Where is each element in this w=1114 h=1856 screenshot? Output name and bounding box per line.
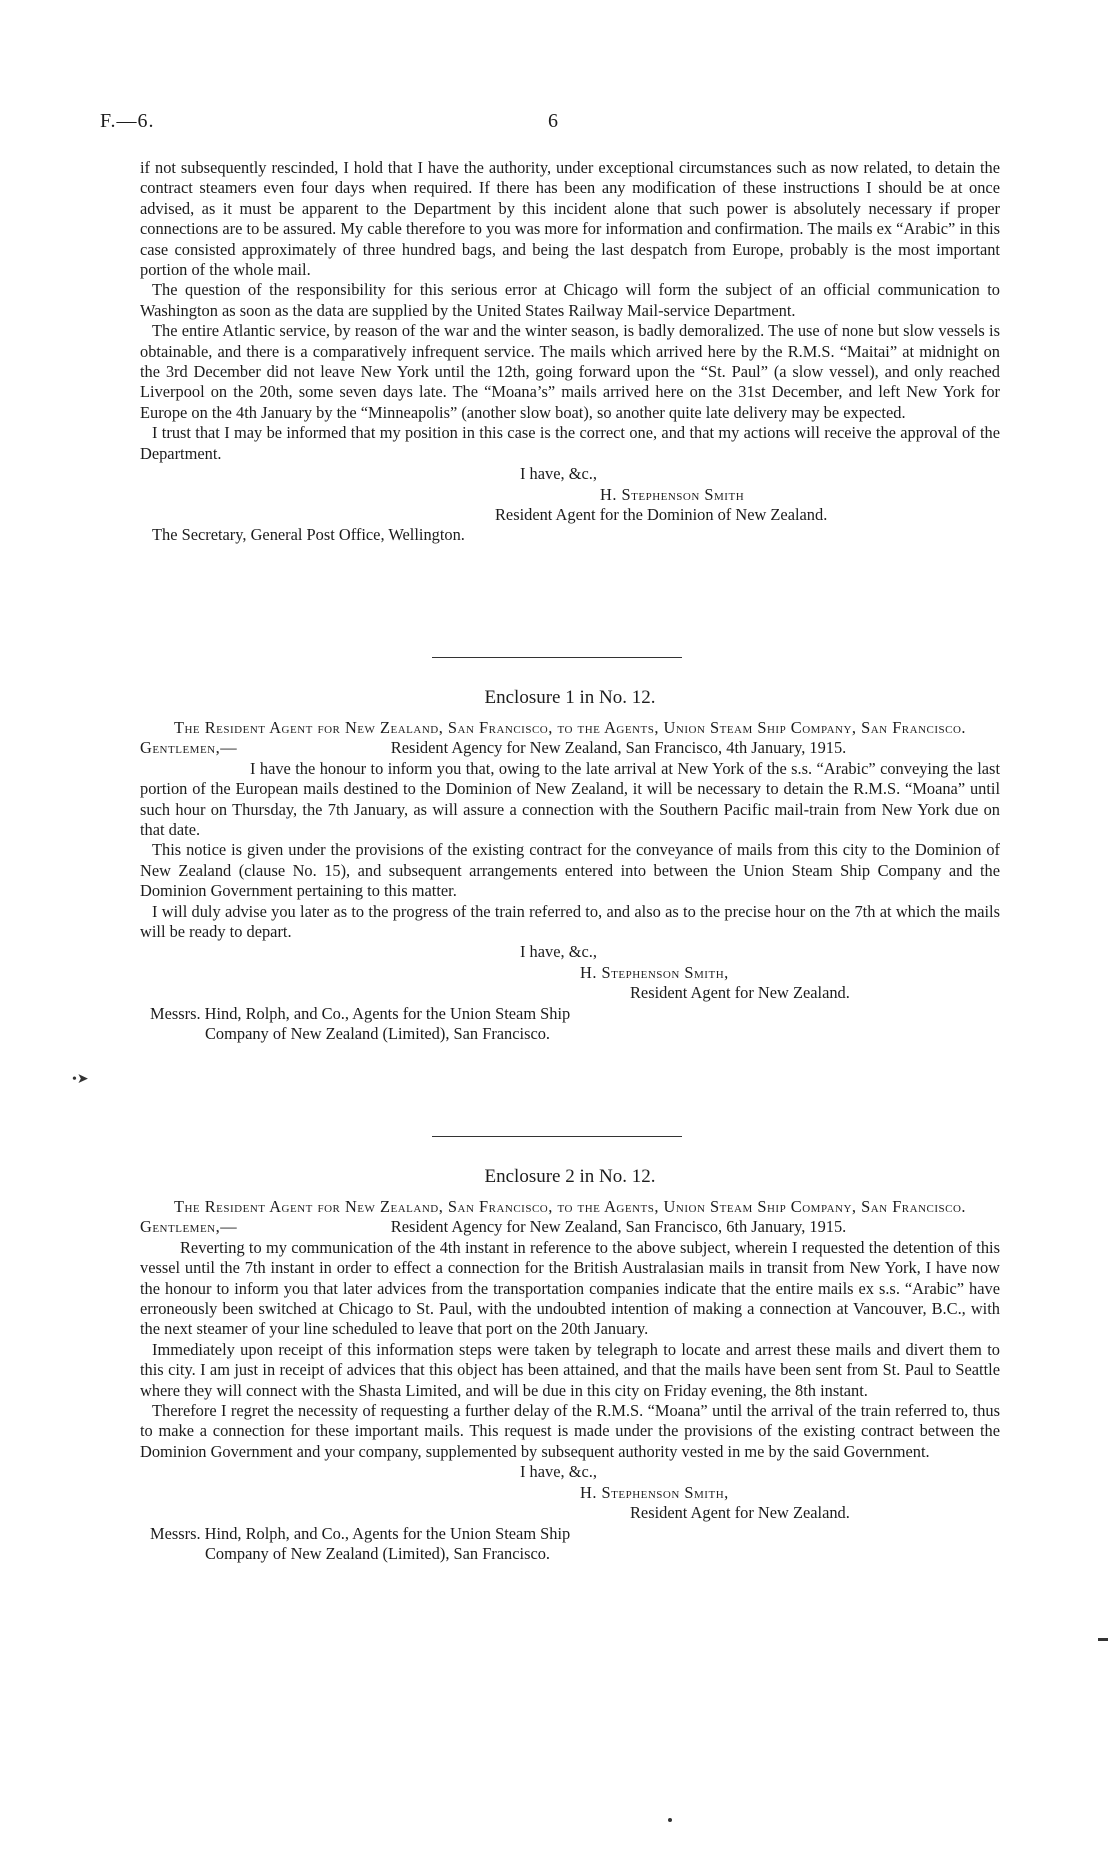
letter-paragraph-4: I trust that I may be informed that my position in this case is the correct one, and that my actions will receive the approval of the Department. [140,423,1000,463]
enclosure-1-signer-title: Resident Agent for New Zealand. [630,983,850,1003]
enclosure-2 [140,1165,1000,1564]
enclosure-2-header: The Resident Agent for New Zealand, San Francisco, to the Agents, Union Steam Ship Company, San Francisco. [173,1197,967,1216]
enclosure-1-signer: H. Stephenson Smith, [580,962,729,982]
enclosure-1-salutation: Gentlemen,— [140,738,238,758]
enclosure-1-paragraph-2: This notice is given under the provisions of the existing contract for the conveyance of mails from this city to the Dominion of New Zealand (clause No. 15), and subsequent arrangements entered into between the Union Steam Ship Company and the Dominion Government pertaining to this matter. [140,840,1000,901]
enclosure-1-title: Enclosure 1 in No. 12. [484,687,656,708]
enclosure-2-addressee-line-1: Messrs. Hind, Rolph, and Co., Agents for the Union Steam Ship [150,1523,571,1543]
enclosure-2-title: Enclosure 2 in No. 12. [484,1166,656,1187]
enclosure-2-paragraph-1: Reverting to my communication of the 4th instant in reference to the above subject, wherein I requested the detention of this vessel until the 7th instant in order to effect a connection for the British Australasian mails in transit from New York, I have now the honour to inform you that later advices from the transportation companies indicate that the entire mails ex s.s. “Arabic” have erroneously been switched at Chicago to St. Paul, with the undoubted intention of making a connection at Vancouver, B.C., with the next steamer of your line scheduled to leave that port on the 20th January. [140,1237,1000,1339]
letter-signer: H. Stephenson Smith [600,484,745,504]
letter-paragraph-2: The question of the responsibility for this serious error at Chicago will form the subject of an official communication to Washington as soon as the data are supplied by the United States Railway Mail-service Department. [140,280,1000,320]
enclosure-2-signer: H. Stephenson Smith, [580,1482,729,1502]
document-reference: F.—6. [100,110,155,132]
letter-addressee: The Secretary, General Post Office, Wellington. [152,525,465,545]
letter-signer-title: Resident Agent for the Dominion of New Zealand. [495,504,828,524]
section-divider-2 [432,1136,682,1137]
enclosure-2-address: Resident Agency for New Zealand, San Francisco, 6th January, 1915. [390,1217,847,1237]
letter-closing: I have, &c., [520,464,597,484]
enclosure-1 [140,686,1000,1045]
enclosure-1-address: Resident Agency for New Zealand, San Francisco, 4th January, 1915. [390,738,847,758]
margin-dash-mark [1098,1638,1108,1641]
enclosure-1-salutation-row [140,738,1000,758]
enclosure-2-signer-title: Resident Agent for New Zealand. [630,1503,850,1523]
enclosure-1-addressee-line-1: Messrs. Hind, Rolph, and Co., Agents for the Union Steam Ship [150,1003,571,1023]
page-speck [668,1818,672,1822]
page-number: 6 [548,110,558,132]
letter-paragraph-3: The entire Atlantic service, by reason of the war and the winter season, is badly demoralized. The use of none but slow vessels is obtainable, and there is a comparatively infrequent service. The mails which arrived here by the R.M.S. “Maitai” at midnight on the 3rd December did not leave New York until the 12th, going forward upon the “St. Paul” (a slow vessel), and only reached Liverpool on the 20th, some seven days late. The “Moana’s” mails arrived here on the 31st December, and left New York for Europe on the 4th January by the “Minneapolis” (another slow boat), so another quite late delivery may be expected. [140,321,1000,422]
letter-continuation [140,158,1000,546]
enclosure-2-paragraph-2: Immediately upon receipt of this information steps were taken by telegraph to locate and arrest these mails and divert them to this city. I am just in receipt of advices that this object has been attained, and that the mails have been sent from St. Paul to Seattle where they will connect with the Shasta Limited, and will be due in this city on Friday evening, the 8th instant. [140,1339,1000,1400]
margin-mark: •➤ [72,1072,89,1087]
enclosure-2-paragraph-3: Therefore I regret the necessity of requesting a further delay of the R.M.S. “Moana” until the arrival of the train referred to, thus to make a connection for these important mails. This request is made under the provisions of the existing contract between the Dominion Government and your company, supplemented by subsequent authority vested in me by the said Government. [140,1401,1000,1461]
enclosure-2-closing: I have, &c., [520,1462,597,1482]
enclosure-1-closing: I have, &c., [520,942,597,962]
enclosure-2-salutation-row [140,1217,1000,1237]
enclosure-2-salutation: Gentlemen,— [140,1217,238,1237]
enclosure-1-header: The Resident Agent for New Zealand, San Francisco, to the Agents, Union Steam Ship Company, San Francisco. [173,718,967,737]
enclosure-1-paragraph-3: I will duly advise you later as to the progress of the train referred to, and also as to the precise hour on the 7th at which the mails will be ready to depart. [140,901,1000,942]
enclosure-1-paragraph-1: I have the honour to inform you that, owing to the late arrival at New York of the s.s. “Arabic” conveying the last portion of the European mails destined to the Dominion of New Zealand, it will be necessary to detain the R.M.S. “Moana” until such hour on Thursday, the 7th January, as will assure a connection with the Southern Pacific mail-train from New York due on that date. [140,758,1000,840]
section-divider-1 [432,657,682,658]
enclosure-2-addressee-line-2: Company of New Zealand (Limited), San Francisco. [205,1543,551,1563]
letter-paragraph-1: if not subsequently rescinded, I hold that I have the authority, under exceptional circumstances such as now related, to detain the contract steamers even four days when required. If there has been any modification of these instructions I should be at once advised, as it must be apparent to the Department by this incident alone that such power is absolutely necessary if proper connections are to be assured. My cable therefore to you was more for information and confirmation. The mails ex “Arabic” in this case consisted approximately of three hundred bags, and being the last despatch from Europe, probably is the most important portion of the whole mail. [140,158,1000,280]
enclosure-1-addressee-line-2: Company of New Zealand (Limited), San Francisco. [205,1024,551,1044]
